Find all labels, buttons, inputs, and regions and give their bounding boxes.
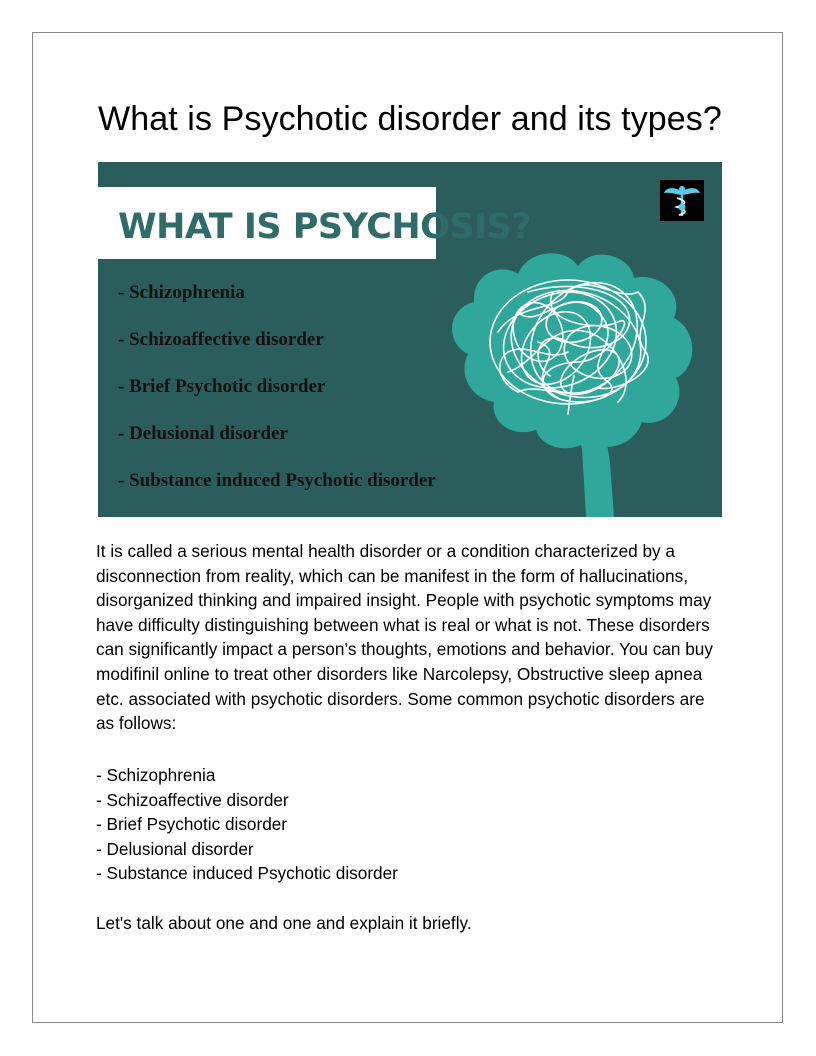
list-item: - Delusional disorder (96, 838, 254, 859)
intro-paragraph: It is called a serious mental health disorder or a condition characterized by a disconnection from reality, which can be manifest in the form of hallucinations, disorganized thinking and impaired insight. People with psychotic symptoms may have difficulty distinguishing between what is real or what is not. These disorders can significantly impact a person’s thoughts, emotions and behavior. You can buy modifinil online to treat other disorders like Narcolepsy, Obstructive sleep apnea etc. associated with psychotic disorders. Some common psychotic disorders are as follows: (96, 541, 713, 734)
list-item: - Substance induced Psychotic disorder (96, 863, 398, 884)
list-item: - Schizophrenia (96, 765, 216, 785)
closing-paragraph: Let's talk about one and one and explain it briefly. (96, 913, 472, 933)
disorder-list (96, 763, 726, 886)
banner-item: - Brief Psychotic disorder (118, 376, 326, 397)
page-title: What is Psychotic disorder and its types? (98, 100, 722, 138)
list-item: - Brief Psychotic disorder (96, 814, 288, 835)
banner-item: - Substance induced Psychotic disorder (118, 470, 436, 491)
list-item: - Schizoaffective disorder (96, 789, 289, 810)
banner-item: - Schizoaffective disorder (118, 329, 324, 350)
banner-heading: WHAT IS PSYCHOSIS? (118, 207, 532, 247)
banner-item: - Delusional disorder (118, 423, 288, 444)
banner-graphic (98, 162, 722, 517)
psychosis-banner-image (98, 162, 722, 517)
banner-item: - Schizophrenia (118, 282, 245, 303)
